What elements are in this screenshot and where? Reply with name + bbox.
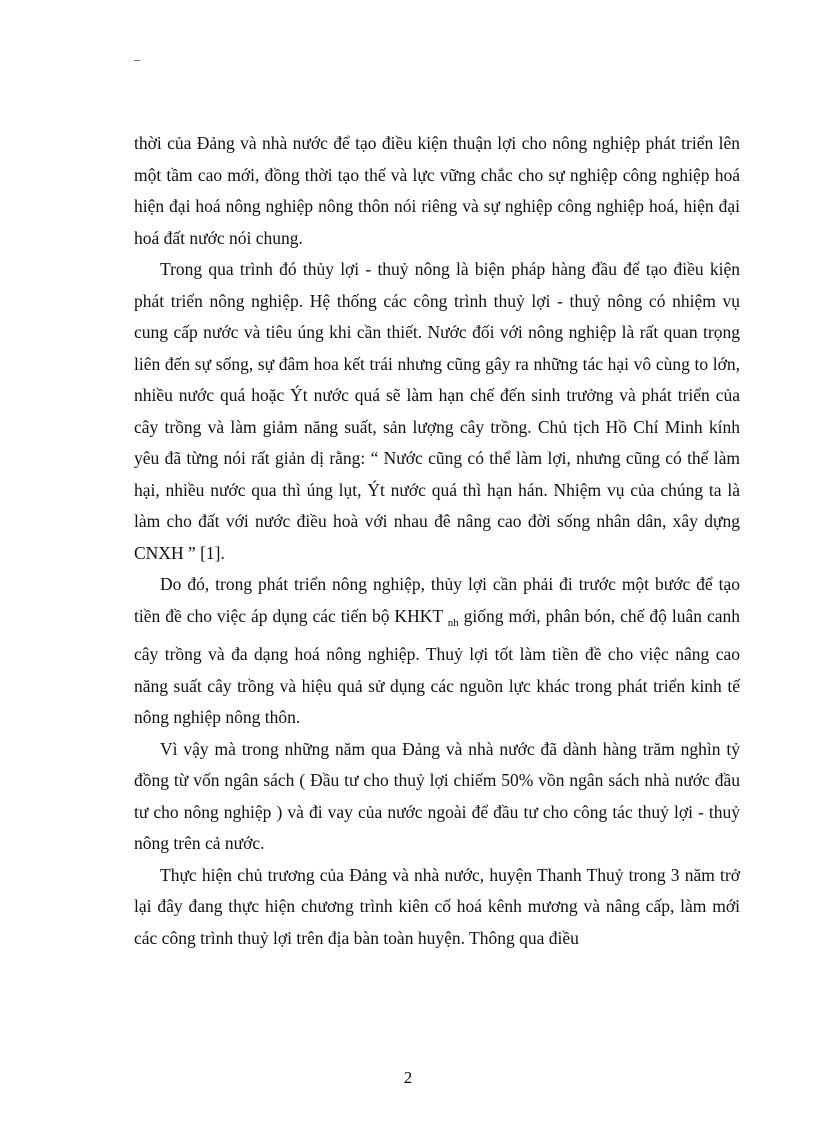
paragraph-irrigation-role: Trong qua trình đó thủy lợi - thuỷ nông là biện pháp hàng đầu để tạo điều kiện phát triển nông nghiệp. Hệ thống các công trình thuỷ lợi - thuỷ nông có nhiệm vụ cung cấp nước và tiêu úng khi cần thiết. Nước đối với nông nghiệp là rất quan trọng liên đến sự sống, sự đâm hoa kết trái nhưng cũng gây ra những tác hại vô cùng to lớn, nhiều nước quá hoặc Ýt nước quá sẽ làm hạn chế đến sinh trưởng và phát triển của cây trồng và làm giảm năng suất, sản lượng cây trồng. Chủ tịch Hồ Chí Minh kính yêu đã từng nói rất giản dị rằng: “ Nước cũng có thể làm lợi, nhưng cũng có thể làm hại, nhiều nước qua thì úng lụt, Ýt nước quá thì hạn hán. Nhiệm vụ của chúng ta là làm cho đất với nước điều hoà với nhau đê nâng cao đời sống nhân dân, xây dựng CNXH ” [1]. [134,259,740,563]
page-number: 2 [403,1068,413,1087]
paragraph-thanh-thuy: Thực hiện chủ trương của Đảng và nhà nước, huyện Thanh Thuỷ trong 3 năm trở lại đây đang thực hiện chương trình kiên cố hoá kênh mương và nâng cấp, làm mới các công trình thuỷ lợi trên địa bàn toàn huyện. Thông qua điều [134,864,740,948]
header-mark: – [134,52,140,66]
paragraph-text-before: Do đó, trong phát triển nông nghiệp, thủy lợi cần phải đi trước một bước để tạo tiền đề cho việc áp dụng các tiến bộ KHKT [134,574,740,626]
paragraph-text-after: giống mới, phân bón, chế độ luân canh cây trồng và đa dạng hoá nông nghiệp. Thuỷ lợi tốt làm tiền đề cho việc nâng cao năng suất cây trồng và hiệu quả sử dụng các nguồn lực khác trong phát triển kinh tế nông nghiệp nông thôn. [134,605,740,727]
paragraph-investment: Vì vậy mà trong những năm qua Đảng và nhà nước đã dành hàng trăm nghìn tỷ đồng từ vốn ngân sách ( Đầu tư cho thuỷ lợi chiếm 50% vồn ngân sách nhà nước đầu tư cho nông nghiệp ) và đi vay của nước ngoài để đầu tư cho công tác thuỷ lợi - thuỷ nông trên cả nước. [134,738,740,853]
subscript-fragment: nh [447,616,459,629]
body-text [134,128,740,954]
paragraph-continuation: thời của Đảng và nhà nước để tạo điều kiện thuận lợi cho nông nghiệp phát triển lên một tầm cao mới, đồng thời tạo thế và lực vững chắc cho sự nghiệp công nghiệp hoá hiện đại hoá nông nghiệp nông thôn nói riêng và sự nghiệp công nghiệp hoá, hiện đại hoá đất nước nói chung. [134,133,740,248]
paragraph-agriculture-development [134,569,740,734]
